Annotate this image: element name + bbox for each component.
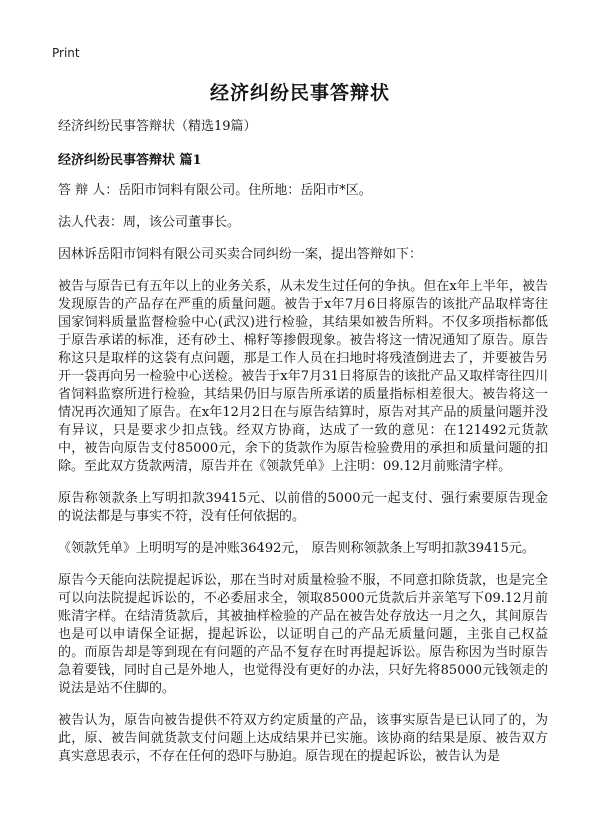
document-title: 经济纠纷民事答辩状 [209, 82, 390, 104]
paragraph-intro: 因林诉岳阳市饲料有限公司买卖合同纠纷一案，提出答辩如下： [58, 247, 423, 262]
section-heading: 经济纠纷民事答辩状 篇1 [58, 153, 202, 168]
paragraph-conclusion: 被告认为，原告向被告提供不符双方约定质量的产品，该事实原告是已认同了的，为此，原、被告间就货款支付问题上达成结果并已实施。该协商的结果是原、被告双方真实意思表示，不存在任何的恐吓与胁迫。原告现在的提起诉讼，被告认为是 [58, 713, 548, 764]
paragraph-legal-rep: 法人代表：周，该公司董事长。 [58, 215, 241, 230]
paragraph-voucher: 《领款凭单》上明明写的是冲账36492元， 原告则称领款条上写明扣款39415元。 [58, 541, 535, 556]
document-subtitle: 经济纠纷民事答辩状（精选19篇） [58, 119, 257, 134]
print-link[interactable]: Print [52, 46, 80, 60]
paragraph-lawsuit: 原告今天能向法院提起诉讼，那在当时对质量检验不服，不同意扣除货款，也是完全可以向法院提起诉讼的，不必委屈求全，领取85000元货款后并亲笔写下09.12月前账清字样。在结清货款后，其被抽样检验的产品在被告处存放达一月之久，其间原告也是可以申请保全证据，提起诉讼，以证明自己的产品无质量问题，主张自己权益的。而原告却是等到现在有问题的产品不复存在时再提起诉讼。原告称因为当时原告急着要钱，同时自己是外地人，也觉得没有更好的办法，只好先将85000元钱领走的说法是站不住脚的。 [58, 573, 548, 696]
paragraph-respondent: 答 辩 人：岳阳市饲料有限公司。住所地：岳阳市*区。 [58, 183, 372, 198]
paragraph-facts: 被告与原告已有五年以上的业务关系，从未发生过任何的争执。但在x年上半年，被告发现原告的产品存在严重的质量问题。被告于x年7月6日将原告的该批产品取样寄往国家饲料质量监督检验中心(武汉)进行检验，其结果如被告所料。不仅多项指标都低于原告承诺的标准，还有砂土、棉籽等掺假现象。被告将这一情况通知了原告。原告称这只是取样的这袋有点问题，那是工作人员在扫地时将残渣倒进去了，并要被告另开一袋再向另一检验中心送检。被告于x年7月31日将原告的该批产品又取样寄往四川省饲料监察所进行检验，其结果仍旧与原告所承诺的质量指标相差很大。被告将这一情况再次通知了原告。在x年12月2日在与原告结算时，原告对其产品的质量问题并没有异议，只是要求少扣点钱。经双方协商，达成了一致的意见：在121492元货款中，被告向原告支付85000元，余下的货款作为原告检验费用的承担和质量问题的扣除。至此双方货款两清，原告并在《领款凭单》上注明：09.12月前账清字样。 [58, 279, 548, 474]
document-body [58, 118, 548, 766]
paragraph-rebuttal: 原告称领款条上写明扣款39415元、以前借的5000元一起支付、强行索要原告现金的说法都是与事实不符，没有任何依据的。 [58, 491, 548, 524]
